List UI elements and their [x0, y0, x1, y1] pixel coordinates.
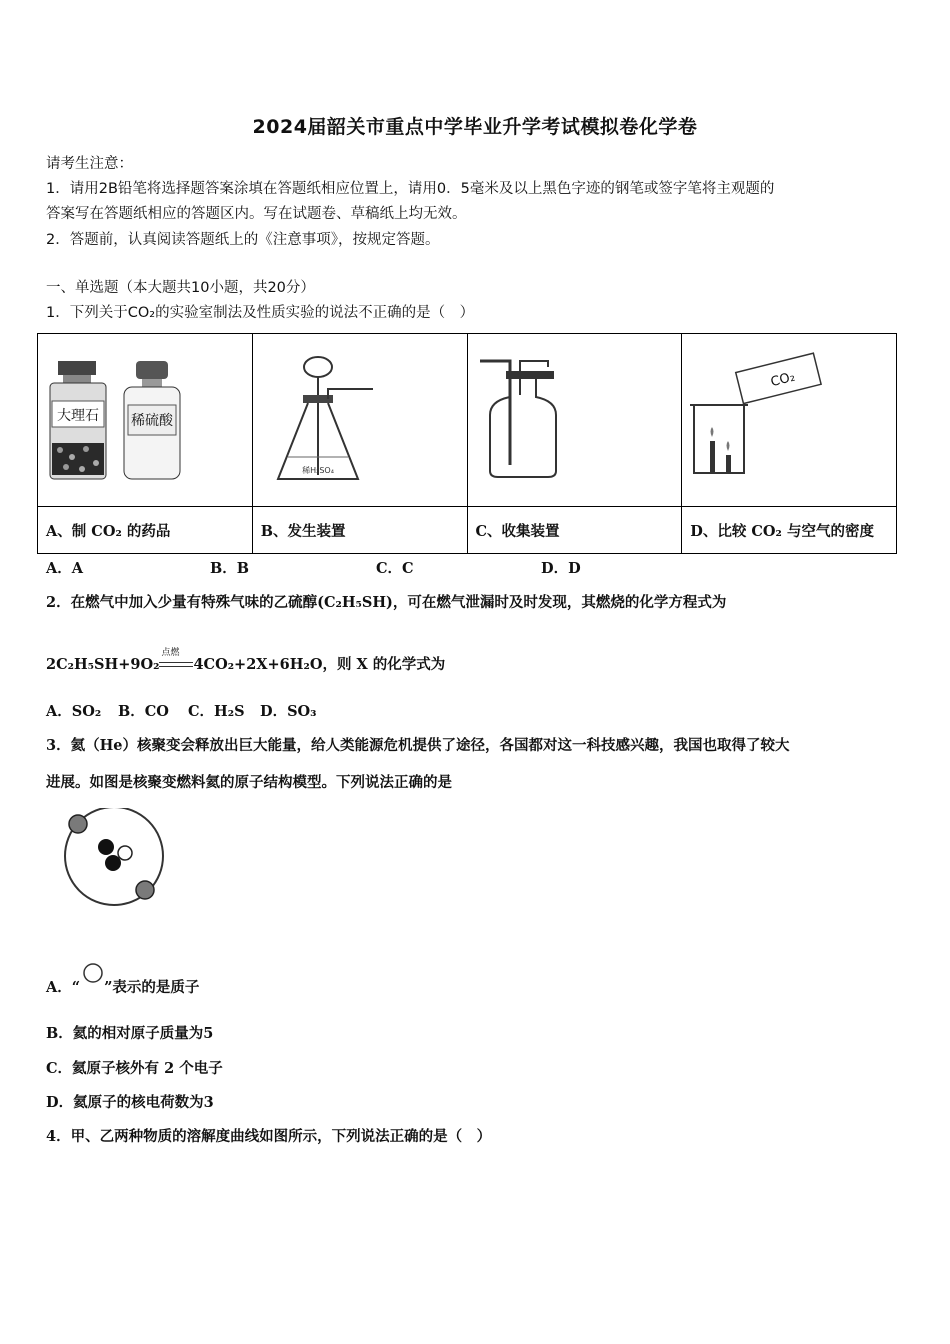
- question-1-figure-table: [37, 333, 897, 554]
- q2-option-c[interactable]: C．H₂S: [188, 703, 245, 720]
- density-comparison-figure: [682, 345, 882, 495]
- gas-bottle: [490, 379, 556, 477]
- figure-cell-b: [252, 334, 467, 507]
- notice-item-1-line-1: 1．请用2B铅笔将选择题答案涂填在答题纸相应位置上，请用0．5毫米及以上黑色字迹的钢笔或签字笔将主观题的: [46, 181, 775, 197]
- neutron: [118, 846, 132, 860]
- figure-cell-c: [467, 334, 682, 507]
- q3-option-b[interactable]: B．氦的相对原子质量为5: [46, 1025, 214, 1042]
- caption-d: D、比较 CO₂ 与空气的密度: [682, 507, 897, 554]
- reaction-condition: 点燃: [161, 648, 180, 658]
- question-3-stem-line-2: 进展。如图是核聚变燃料氦的原子结构模型。下列说法正确的是: [46, 774, 452, 791]
- q3-option-a[interactable]: [46, 976, 199, 997]
- collection-apparatus-figure: [468, 345, 668, 495]
- q3-option-a-prefix: A．“: [46, 979, 81, 996]
- helium-atom-model: [58, 808, 174, 908]
- funnel-bulb: [304, 357, 332, 377]
- notice-item-2: 2．答题前，认真阅读答题纸上的《注意事项》，按规定答题。: [46, 232, 440, 248]
- equation-right: 4CO₂+2X+6H₂O，则 X 的化学式为: [193, 656, 446, 673]
- figure-cell-a: [38, 334, 253, 507]
- q3-option-d[interactable]: D．氦原子的核电荷数为3: [46, 1094, 214, 1111]
- electron-1: [69, 815, 87, 833]
- flame-2: [727, 441, 730, 451]
- bottle-1-label-text: 大理石: [57, 408, 99, 424]
- q2-option-a[interactable]: A．SO₂: [46, 703, 102, 720]
- bottle-2-label-text: 稀硫酸: [131, 413, 173, 429]
- bottle-1-neck: [63, 375, 91, 383]
- caption-b: B、发生装置: [252, 507, 467, 554]
- short-candle: [726, 455, 731, 473]
- question-3-stem-line-1: 3．氦（He）核聚变会释放出巨大能量，给人类能源危机提供了途径，各国都对这一科技感兴趣，我国也取得了较大: [46, 737, 790, 754]
- flask-label: 稀H₂SO₄: [301, 466, 334, 475]
- bottle-2-stopper: [136, 361, 168, 379]
- q1-option-c[interactable]: C．C: [376, 560, 414, 577]
- long-tube: [480, 361, 510, 465]
- page-title: 2024届韶关市重点中学毕业升学考试模拟卷化学卷: [252, 116, 698, 138]
- question-2-stem: 2．在燃气中加入少量有特殊气味的乙硫醇(C₂H₅SH)，可在燃气泄漏时及时发现，其燃烧的化学方程式为: [46, 594, 727, 611]
- bottle-2-neck: [142, 379, 162, 387]
- question-2-equation: [46, 648, 446, 674]
- q2-option-d[interactable]: D．SO₃: [260, 703, 317, 720]
- q1-option-a[interactable]: A．A: [46, 560, 84, 577]
- proton-2: [105, 855, 121, 871]
- electron-2: [136, 881, 154, 899]
- tall-candle: [710, 441, 715, 473]
- question-4-stem: 4．甲、乙两种物质的溶解度曲线如图所示，下列说法正确的是（ ）: [46, 1128, 492, 1145]
- figure-cell-d: [682, 334, 897, 507]
- q3-option-a-suffix: ”表示的是质子: [104, 979, 200, 996]
- q1-option-b[interactable]: B．B: [210, 560, 250, 577]
- bottle-1-cap: [58, 361, 96, 375]
- beaker: [694, 405, 744, 473]
- flame-1: [711, 427, 714, 437]
- q3-option-c[interactable]: C．氦原子核外有 2 个电子: [46, 1060, 223, 1077]
- caption-a: A、制 CO₂ 的药品: [38, 507, 253, 554]
- section-heading: 一、单选题（本大题共10小题，共20分）: [46, 280, 315, 296]
- q1-option-d[interactable]: D．D: [541, 560, 581, 577]
- delivery-tube: [328, 389, 373, 399]
- generator-apparatus-figure: [253, 345, 453, 495]
- reagent-bottles-figure: [38, 345, 238, 495]
- co2-label: CO₂: [769, 369, 797, 391]
- bottle-stopper: [506, 371, 554, 379]
- question-1-stem: 1．下列关于CO₂的实验室制法及性质实验的说法不正确的是（ ）: [46, 305, 475, 321]
- proton-1: [98, 839, 114, 855]
- q2-option-b[interactable]: B．CO: [118, 703, 169, 720]
- notice-heading: 请考生注意：: [46, 156, 133, 172]
- equation-left: 2C₂H₅SH+9O₂: [46, 656, 160, 673]
- reaction-arrow: [159, 648, 193, 672]
- caption-c: C、收集装置: [467, 507, 682, 554]
- open-circle-icon: [80, 978, 104, 992]
- notice-item-1-line-2: 答案写在答题纸相应的答题区内。写在试题卷、草稿纸上均无效。: [46, 206, 467, 222]
